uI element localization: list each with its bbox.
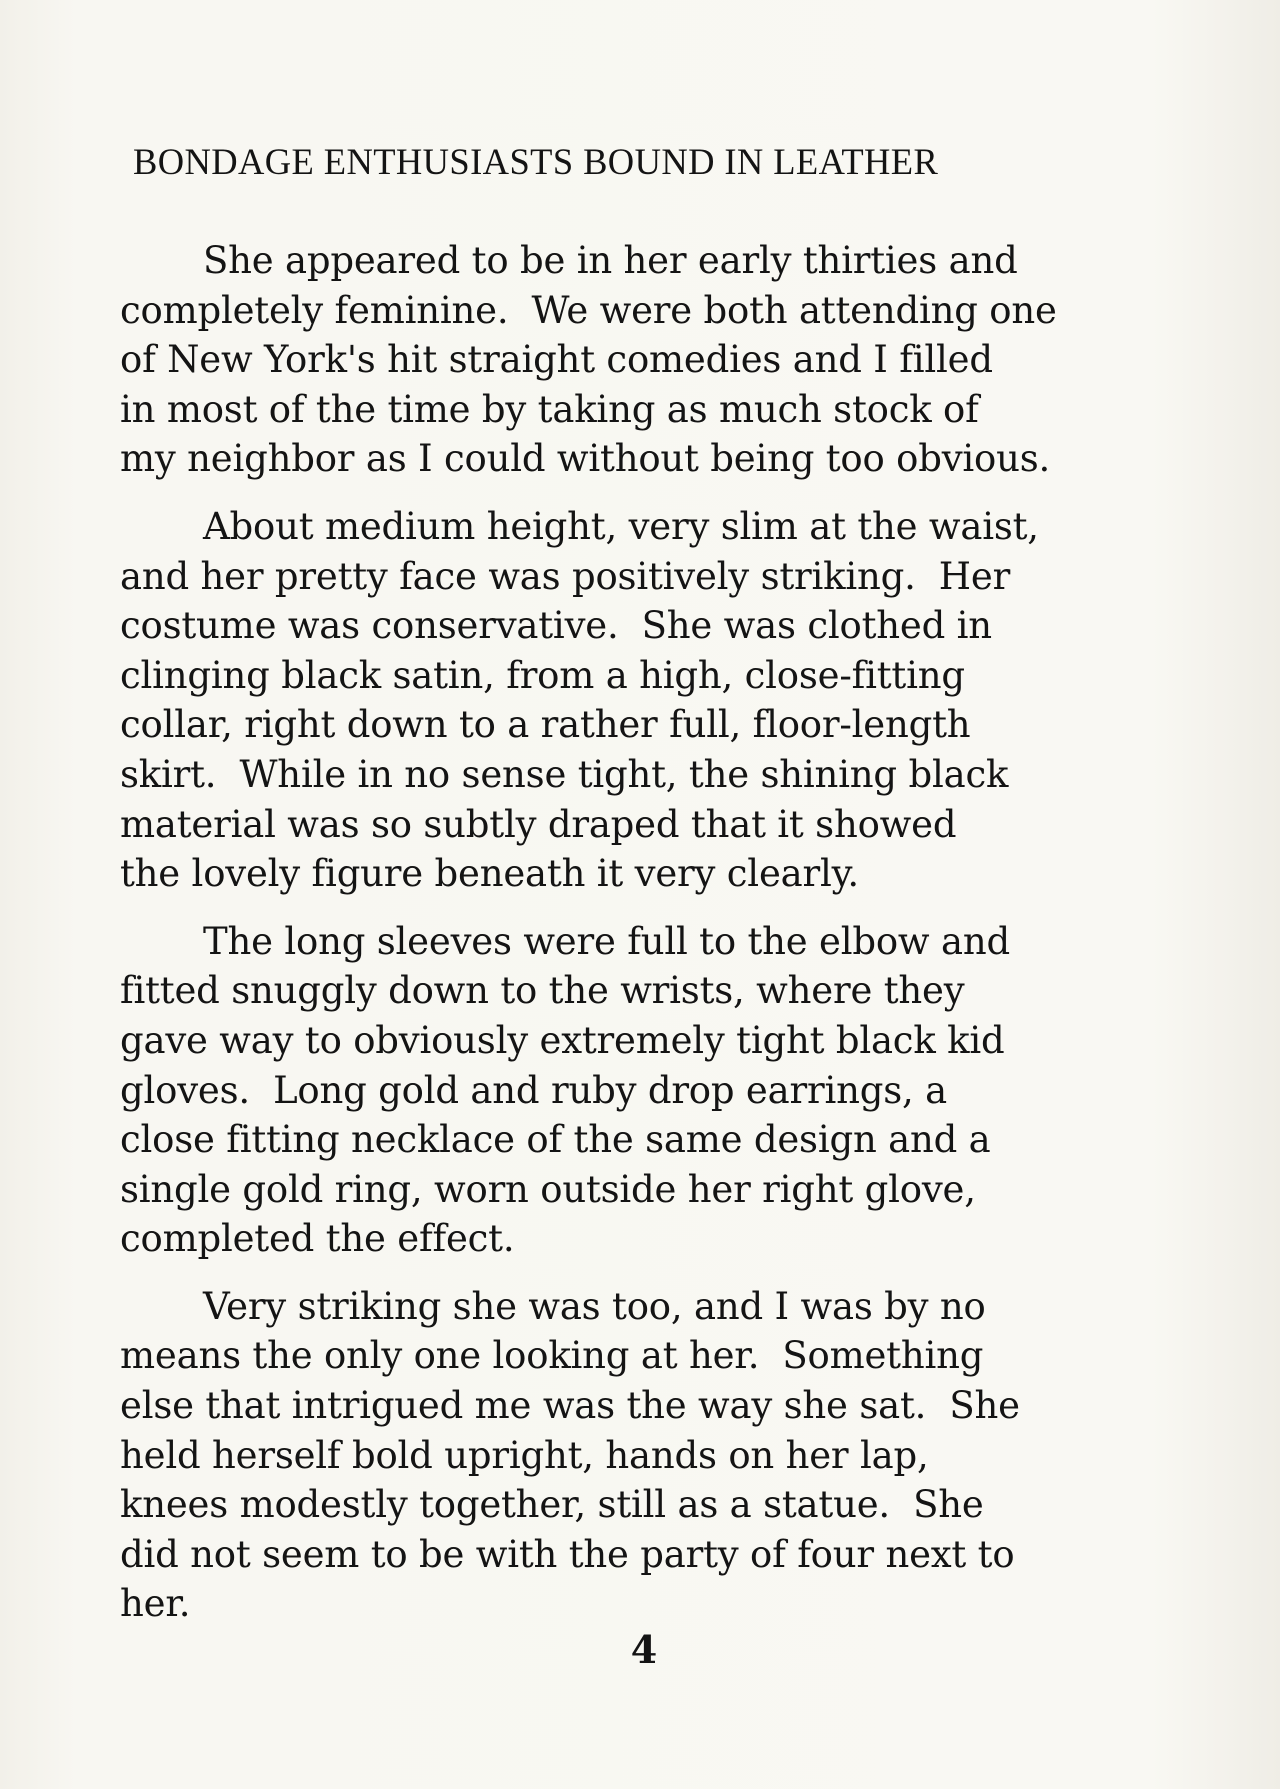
- text-line: The long sleeves were full to the elbow and: [203, 919, 1010, 963]
- text-line: means the only one looking at her. Something: [120, 1334, 984, 1378]
- text-line: fitted snuggly down to the wrists, where they: [120, 969, 965, 1013]
- text-line: She appeared to be in her early thirties and: [203, 239, 1018, 282]
- paragraph-2: [120, 502, 1230, 899]
- text-line: the lovely figure beneath it very clearly.: [120, 852, 859, 896]
- paragraph-3: [120, 917, 1230, 1264]
- text-line: single gold ring, worn outside her right glove,: [120, 1167, 976, 1211]
- text-line: her.: [120, 1582, 191, 1626]
- text-line: costume was conservative. She was clothed in: [120, 604, 992, 648]
- text-line: Very striking she was too, and I was by no: [203, 1284, 986, 1328]
- text-line: held herself bold upright, hands on her lap,: [120, 1433, 929, 1477]
- text-line: and her pretty face was positively striking. Her: [120, 554, 1011, 598]
- text-line: of New York's hit straight comedies and I filled: [120, 338, 993, 382]
- text-line: completely feminine. We were both attending one: [120, 288, 1057, 332]
- text-line: About medium height, very slim at the waist,: [203, 504, 1039, 548]
- text-line: gave way to obviously extremely tight black kid: [120, 1018, 1005, 1062]
- text-line: else that intrigued me was the way she sat. She: [120, 1384, 1020, 1428]
- text-line: close fitting necklace of the same design and a: [120, 1118, 991, 1162]
- text-line: gloves. Long gold and ruby drop earrings, a: [120, 1068, 947, 1112]
- text-line: my neighbor as I could without being too obvious.: [120, 437, 1051, 481]
- paragraph-4: [120, 1282, 1230, 1629]
- page-number: 4: [630, 1627, 658, 1672]
- running-head: BONDAGE ENTHUSIASTS BOUND IN LEATHER: [133, 141, 939, 182]
- text-line: skirt. While in no sense tight, the shining black: [120, 752, 1009, 796]
- text-line: clinging black satin, from a high, close-fitting: [120, 653, 965, 697]
- paragraph-1: [120, 236, 1230, 484]
- body-text: [120, 236, 1230, 1629]
- text-line: completed the effect.: [120, 1217, 515, 1261]
- text-line: knees modestly together, still as a statue. She: [120, 1483, 984, 1527]
- text-line: did not seem to be with the party of four next to: [120, 1532, 1015, 1576]
- text-line: in most of the time by taking as much stock of: [120, 387, 979, 431]
- text-line: material was so subtly draped that it showed: [120, 802, 957, 846]
- text-line: collar, right down to a rather full, floor-length: [120, 703, 971, 747]
